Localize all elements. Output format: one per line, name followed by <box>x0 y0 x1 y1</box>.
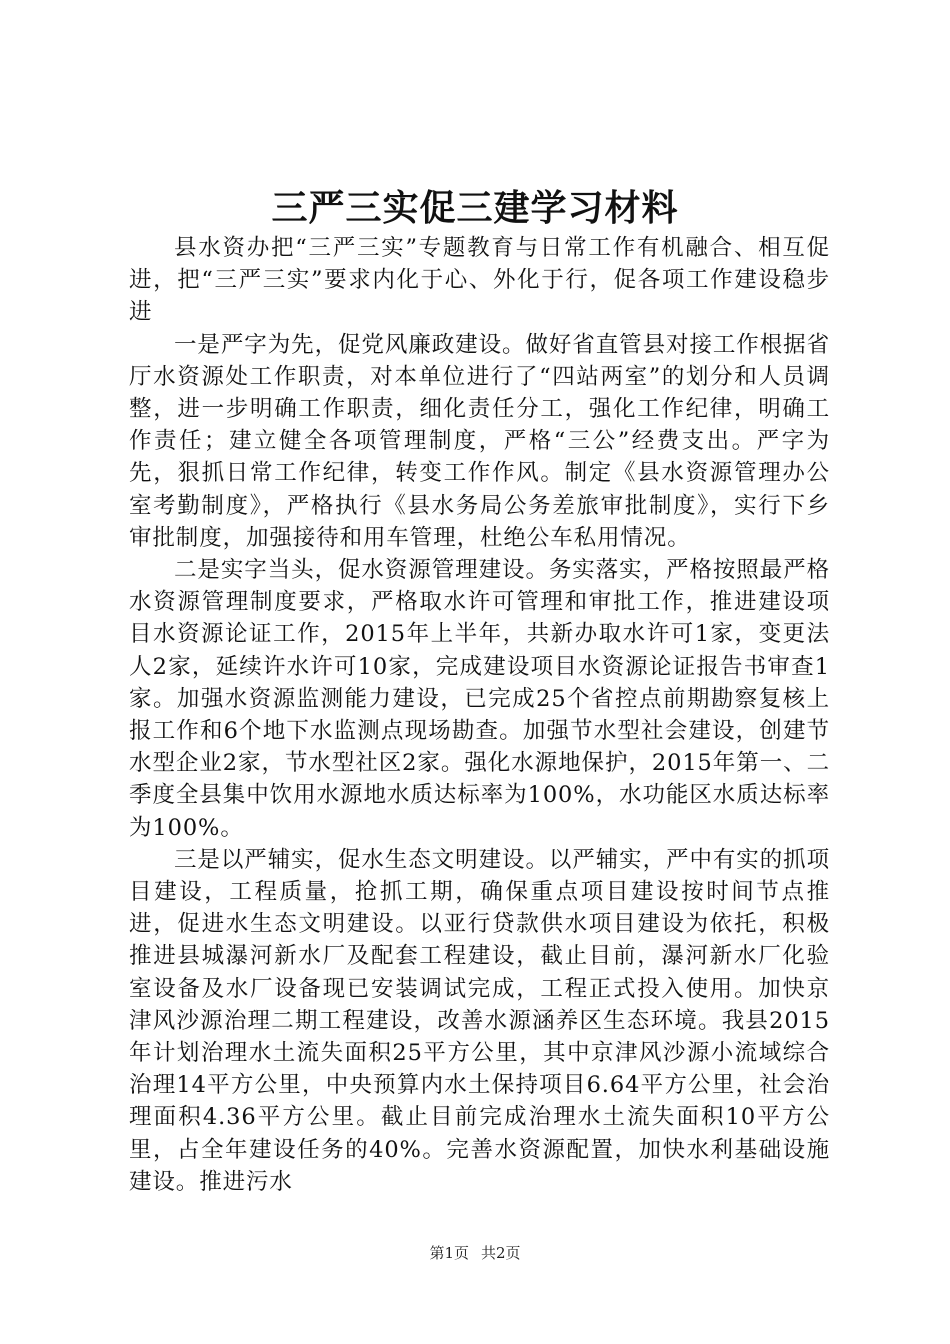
page-footer <box>0 1243 950 1263</box>
page-number-current: 第1页 <box>429 1244 469 1262</box>
paragraph-point-one: 一是严字为先，促党风廉政建设。做好省直管县对接工作根据省厅水资源处工作职责，对本单位进行了“四站两室”的划分和人员调整，进一步明确工作职责，细化责任分工，强化工作纪律，明确工作责任；建立健全各项管理制度，严格“三公”经费支出。严字为先，狠抓日常工作纪律，转变工作作风。制定《县水资源管理办公室考勤制度》，严格执行《县水务局公务差旅审批制度》，实行下乡审批制度，加强接待和用车管理，杜绝公车私用情况。 <box>129 331 830 551</box>
paragraph-point-two: 二是实字当头，促水资源管理建设。务实落实，严格按照最严格水资源管理制度要求，严格取水许可管理和审批工作，推进建设项目水资源论证工作，2015年上半年，共新办取水许可1家，变更法人2家，延续许水许可10家，完成建设项目水资源论证报告书审查1家。加强水资源监测能力建设，已完成25个省控点前期勘察复核上报工作和6个地下水监测点现场勘查。加强节水型社会建设，创建节水型企业2家，节水型社区2家。强化水源地保护，2015年第一、二季度全县集中饮用水源地水质达标率为100%，水功能区水质达标率为100%。 <box>129 557 830 841</box>
paragraph-point-three: 三是以严辅实，促水生态文明建设。以严辅实，严中有实的抓项目建设，工程质量，抢抓工期，确保重点项目建设按时间节点推进，促进水生态文明建设。以亚行贷款供水项目建设为依托，积极推进县城瀑河新水厂及配套工程建设，截止目前，瀑河新水厂化验室设备及水厂设备现已安装调试完成，工程正式投入使用。加快京津风沙源治理二期工程建设，改善水源涵养区生态环境。我县2015年计划治理水土流失面积25平方公里，其中京津风沙源小流域综合治理14平方公里，中央预算内水土保持项目6.64平方公里，社会治理面积4.36平方公里。截止目前完成治理水土流失面积10平方公里，占全年建设任务的40%。完善水资源配置，加快水利基础设施建设。推进污水 <box>129 846 830 1195</box>
document-body <box>129 232 830 1198</box>
document-title: 三严三实促三建学习材料 <box>271 187 679 229</box>
page-number-total: 共2页 <box>481 1244 521 1262</box>
paragraph-intro: 县水资办把“三严三实”专题教育与日常工作有机融合、相互促进，把“三严三实”要求内化于心、外化于行，促各项工作建设稳步进 <box>129 235 830 326</box>
